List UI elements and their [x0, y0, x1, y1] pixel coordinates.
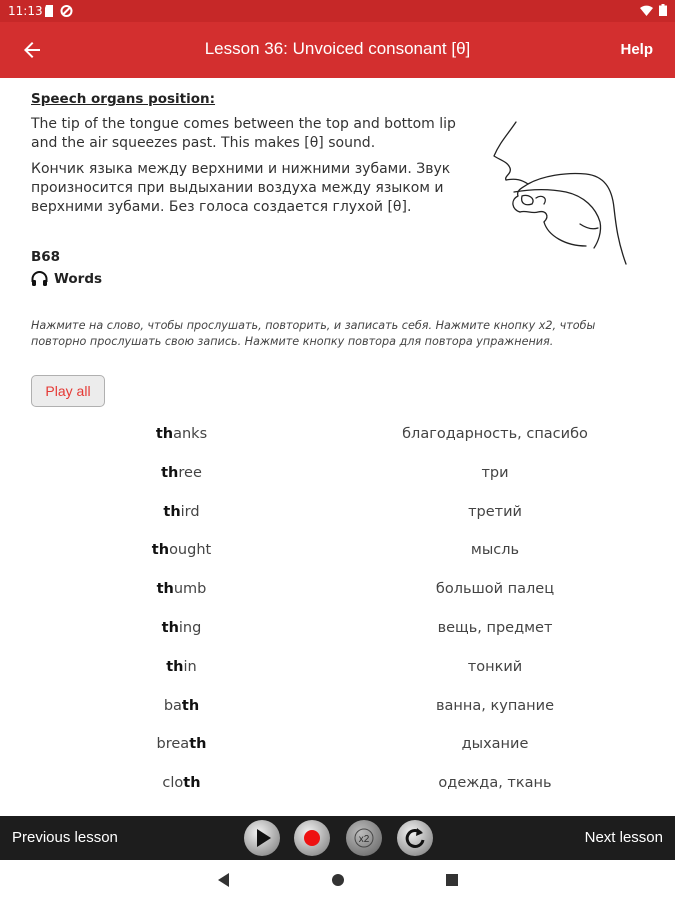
section-title: Speech organs position: — [31, 91, 216, 107]
word-translation[interactable]: мысль — [470, 542, 520, 559]
word-th-highlight: th — [189, 736, 207, 753]
word-row[interactable] — [0, 455, 675, 494]
repeat-icon — [397, 820, 433, 856]
word-translation[interactable]: три — [481, 464, 509, 481]
word-english[interactable] — [100, 504, 263, 520]
word-row[interactable] — [0, 532, 675, 571]
home-circle-icon[interactable] — [328, 870, 348, 890]
word-english[interactable] — [100, 542, 263, 558]
words-label: Words — [54, 271, 103, 287]
status-right — [640, 4, 667, 16]
word-th-highlight: th — [156, 581, 174, 598]
word-th-highlight: th — [155, 426, 174, 442]
repeat-button[interactable] — [397, 820, 433, 856]
description-russian: Кончик языка между верхними и нижними зубами. Звук произносится при выдыхании воздуха между языком и верхними зубами. Без голоса создается глухой [θ]. — [31, 161, 451, 215]
word-row[interactable] — [0, 649, 675, 688]
word-row[interactable] — [0, 765, 675, 804]
headphones-icon — [31, 271, 48, 287]
bottom-bar — [0, 816, 675, 860]
back-triangle-icon[interactable] — [214, 870, 234, 890]
record-button[interactable] — [294, 820, 330, 856]
wifi-icon — [640, 5, 653, 16]
word-th-highlight: th — [151, 542, 170, 559]
word-th-highlight: th — [181, 697, 200, 714]
word-suffix: in — [183, 658, 197, 675]
word-suffix: anks — [173, 426, 208, 442]
lesson-content[interactable] — [0, 78, 675, 816]
play-icon — [244, 820, 280, 856]
word-translation[interactable]: тонкий — [467, 658, 523, 675]
word-translation[interactable]: одежда, ткань — [438, 775, 552, 792]
word-english[interactable] — [100, 698, 263, 714]
word-row[interactable] — [0, 610, 675, 649]
x2-icon — [346, 820, 382, 856]
word-english[interactable] — [100, 775, 263, 791]
status-bar — [0, 0, 675, 22]
lesson-code: B68 — [31, 249, 61, 265]
word-translation[interactable]: благодарность, спасибо — [402, 426, 588, 442]
play-button[interactable] — [244, 820, 280, 856]
word-prefix: ba — [163, 697, 182, 714]
playback-x2-button[interactable] — [346, 820, 382, 856]
word-english[interactable] — [100, 620, 263, 636]
previous-lesson-button[interactable]: Previous lesson — [12, 829, 118, 846]
word-prefix: brea — [156, 736, 190, 753]
word-row[interactable] — [0, 726, 675, 765]
word-suffix: ought — [169, 542, 212, 559]
status-time: 11:13 — [8, 4, 43, 18]
word-row[interactable] — [0, 494, 675, 533]
word-translation[interactable]: третий — [468, 503, 522, 520]
word-suffix: ree — [178, 464, 202, 481]
battery-icon — [659, 4, 667, 16]
system-nav-bar — [0, 860, 675, 900]
sd-card-icon — [44, 5, 55, 17]
word-translation[interactable]: большой палец — [435, 581, 555, 598]
word-english[interactable] — [100, 659, 263, 675]
word-english[interactable] — [100, 465, 263, 481]
word-row[interactable] — [0, 688, 675, 727]
play-all-button[interactable]: Play all — [31, 375, 105, 407]
page-title: Lesson 36: Unvoiced consonant [θ] — [204, 39, 471, 58]
word-english[interactable] — [100, 426, 263, 442]
word-th-highlight: th — [183, 775, 201, 792]
mouth-diagram-image — [486, 118, 636, 268]
record-icon — [294, 820, 330, 856]
instructions-text: Нажмите на слово, чтобы прослушать, повторить, и записать себя. Нажмите кнопку x2, чтобы повторно прослушать свою запись. Нажмите кнопку повтора для повтора упражнения. — [31, 319, 596, 348]
word-translation[interactable]: вещь, предмет — [437, 619, 553, 636]
word-suffix: ing — [178, 619, 202, 636]
description-english: The tip of the tongue comes between the top and bottom lip and the air squeezes past. This makes [θ] sound. — [31, 116, 456, 151]
recents-square-icon[interactable] — [442, 870, 462, 890]
word-english[interactable] — [100, 736, 263, 752]
next-lesson-button[interactable]: Next lesson — [584, 829, 663, 846]
word-prefix: clo — [162, 775, 184, 792]
word-th-highlight: th — [161, 464, 179, 481]
word-row[interactable] — [0, 571, 675, 610]
word-suffix: umb — [173, 581, 207, 598]
word-english[interactable] — [100, 581, 263, 597]
word-th-highlight: th — [163, 503, 181, 520]
x2-label: x2 — [358, 834, 370, 845]
word-row[interactable] — [0, 416, 675, 455]
word-translation[interactable]: ванна, купание — [435, 697, 555, 714]
words-link[interactable] — [31, 271, 102, 287]
word-list — [0, 416, 675, 804]
blocked-icon — [60, 5, 73, 17]
word-translation[interactable]: дыхание — [461, 736, 529, 753]
word-th-highlight: th — [166, 658, 184, 675]
word-th-highlight: th — [161, 619, 179, 636]
help-button[interactable]: Help — [620, 41, 653, 58]
app-bar — [0, 22, 675, 78]
word-suffix: ird — [180, 503, 200, 520]
